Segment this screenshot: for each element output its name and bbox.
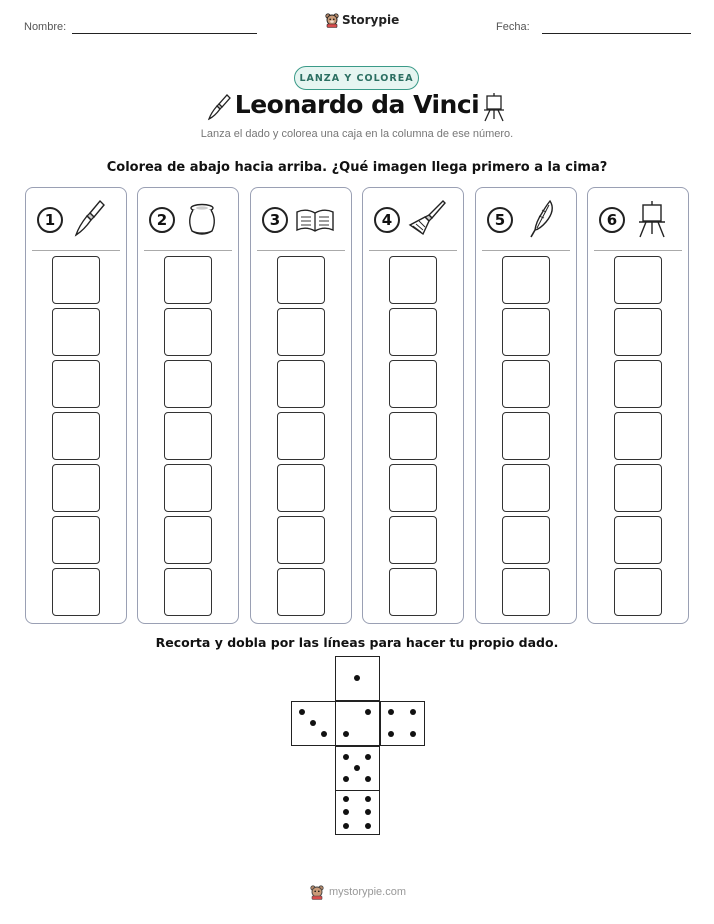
color-box[interactable] (389, 360, 437, 408)
subtitle: Lanza el dado y colorea una caja en la columna de ese número. (200, 128, 514, 140)
die-pip (388, 709, 394, 715)
die-pip (343, 731, 349, 737)
name-line[interactable] (72, 33, 257, 34)
name-label: Nombre: (24, 21, 67, 33)
instruction-text: Colorea de abajo hacia arriba. ¿Qué imagen llega primero a la cima? (106, 160, 608, 175)
die-pip (410, 709, 416, 715)
color-box[interactable] (164, 412, 212, 460)
die-pip (354, 765, 360, 771)
brand-logo (325, 12, 399, 28)
color-box[interactable] (502, 256, 550, 304)
easel-icon (480, 91, 508, 123)
color-box[interactable] (164, 516, 212, 564)
color-box[interactable] (614, 568, 662, 616)
column-number: 1 (37, 207, 63, 233)
race-columns (25, 187, 689, 624)
wide-brush-icon (407, 198, 447, 242)
die-face-1 (335, 656, 380, 701)
die-pip (365, 709, 371, 715)
color-box[interactable] (502, 464, 550, 512)
die-pip (343, 776, 349, 782)
die-face-6 (335, 790, 380, 835)
die-face-3 (291, 701, 336, 746)
die-face-2 (335, 701, 380, 746)
color-box[interactable] (389, 516, 437, 564)
column-6 (587, 187, 689, 624)
die-pip (365, 754, 371, 760)
color-box[interactable] (502, 412, 550, 460)
column-divider (257, 250, 345, 251)
color-box[interactable] (614, 412, 662, 460)
column-3 (250, 187, 352, 624)
color-box[interactable] (277, 516, 325, 564)
color-box[interactable] (164, 568, 212, 616)
color-box[interactable] (389, 568, 437, 616)
column-number: 3 (262, 207, 288, 233)
column-divider (32, 250, 120, 251)
color-box[interactable] (277, 308, 325, 356)
die-pip (343, 809, 349, 815)
die-pip (310, 720, 316, 726)
column-4 (362, 187, 464, 624)
color-box[interactable] (389, 412, 437, 460)
open-book-icon (295, 198, 335, 242)
die-pip (299, 709, 305, 715)
color-box[interactable] (502, 360, 550, 408)
color-box[interactable] (502, 568, 550, 616)
die-pip (343, 754, 349, 760)
die-pip (365, 796, 371, 802)
column-divider (594, 250, 682, 251)
page-title: Leonardo da Vinci (234, 90, 480, 119)
color-box[interactable] (277, 464, 325, 512)
column-divider (369, 250, 457, 251)
die-pip (343, 796, 349, 802)
color-box[interactable] (502, 308, 550, 356)
color-box[interactable] (389, 256, 437, 304)
column-number: 6 (599, 207, 625, 233)
date-line[interactable] (542, 33, 691, 34)
die-face-4 (380, 701, 425, 746)
column-number: 5 (487, 207, 513, 233)
activity-badge: LANZA Y COLOREA (294, 66, 419, 90)
color-box[interactable] (614, 360, 662, 408)
color-box[interactable] (277, 568, 325, 616)
color-box[interactable] (614, 308, 662, 356)
column-divider (482, 250, 570, 251)
footer (310, 884, 406, 900)
column-number: 4 (374, 207, 400, 233)
color-box[interactable] (277, 412, 325, 460)
color-box[interactable] (164, 256, 212, 304)
die-pip (365, 823, 371, 829)
die-pip (410, 731, 416, 737)
footer-url[interactable]: mystorypie.com (329, 886, 407, 898)
die-pip (343, 823, 349, 829)
color-box[interactable] (614, 516, 662, 564)
column-divider (144, 250, 232, 251)
paint-pot-icon (182, 198, 222, 242)
cut-instruction: Recorta y dobla por las líneas para hacer tu propio dado. (155, 635, 559, 650)
bear-icon (310, 884, 324, 900)
color-box[interactable] (164, 308, 212, 356)
color-box[interactable] (614, 256, 662, 304)
color-box[interactable] (52, 412, 100, 460)
color-box[interactable] (277, 360, 325, 408)
color-box[interactable] (614, 464, 662, 512)
column-number: 2 (149, 207, 175, 233)
die-pip (388, 731, 394, 737)
brand-name: Storypie (342, 13, 400, 27)
column-5 (475, 187, 577, 624)
color-box[interactable] (502, 516, 550, 564)
die-face-5 (335, 746, 380, 791)
color-box[interactable] (52, 516, 100, 564)
color-box[interactable] (164, 360, 212, 408)
column-2 (137, 187, 239, 624)
date-label: Fecha: (496, 21, 530, 33)
color-box[interactable] (277, 256, 325, 304)
die-pip (321, 731, 327, 737)
color-box[interactable] (52, 256, 100, 304)
color-box[interactable] (164, 464, 212, 512)
color-box[interactable] (389, 308, 437, 356)
column-1 (25, 187, 127, 624)
die-pip (354, 675, 360, 681)
easel-icon (632, 198, 672, 242)
color-box[interactable] (52, 360, 100, 408)
die-pip (365, 776, 371, 782)
die-pip (365, 809, 371, 815)
color-box[interactable] (52, 568, 100, 616)
quill-icon (520, 198, 560, 242)
paintbrush-icon (70, 198, 110, 242)
color-box[interactable] (52, 308, 100, 356)
bear-icon (325, 12, 339, 28)
color-box[interactable] (52, 464, 100, 512)
color-box[interactable] (389, 464, 437, 512)
